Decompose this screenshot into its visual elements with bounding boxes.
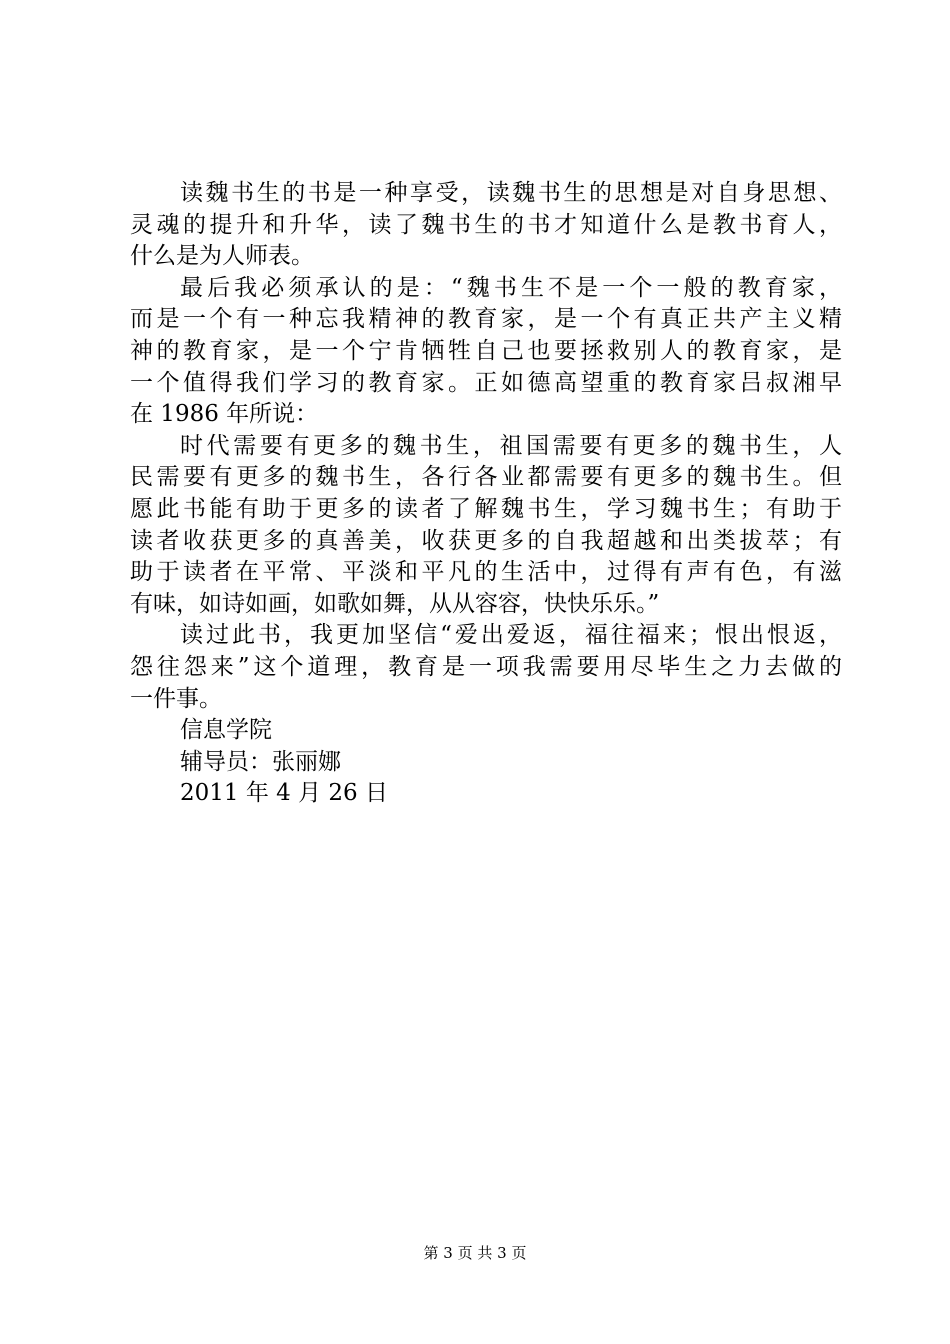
- page-number-footer: 第 3 页 共 3 页: [423, 1244, 527, 1262]
- text-line: 神的教育家，是一个宁肯牺牲自己也要拯救别人的教育家，是: [130, 337, 842, 364]
- text-line: 在 1986 年所说：: [130, 401, 319, 428]
- text-line: 助于读者在平常、平淡和平凡的生活中，过得有声有色，有滋: [130, 559, 842, 586]
- text-line: 时代需要有更多的魏书生，祖国需要有更多的魏书生，人: [180, 432, 842, 459]
- text-line: 有味，如诗如画，如歌如舞，从从容容，快快乐乐。”: [130, 590, 660, 617]
- text-line: 读魏书生的书是一种享受，读魏书生的思想是对自身思想、: [180, 180, 842, 206]
- text-line: 灵魂的提升和升华，读了魏书生的书才知道什么是教书育人，: [130, 211, 842, 238]
- text-line: 什么是为人师表。: [130, 243, 314, 270]
- text-line: 读者收获更多的真善美，收获更多的自我超越和出类拔萃；有: [130, 527, 842, 554]
- text-line: 怨往怨来”这个道理，教育是一项我需要用尽毕生之力去做的: [130, 653, 842, 680]
- text-line: 愿此书能有助于更多的读者了解魏书生，学习魏书生；有助于: [130, 495, 842, 522]
- text-line: 一个值得我们学习的教育家。正如德高望重的教育家吕叔湘早: [130, 369, 842, 396]
- signature-date: 2011 年 4 月 26 日: [180, 780, 388, 807]
- signature-department: 信息学院: [180, 717, 272, 744]
- text-line: 读过此书，我更加坚信“爱出爱返，福往福来；恨出恨返，: [180, 622, 842, 649]
- text-line: 民需要有更多的魏书生，各行各业都需要有更多的魏书生。但: [130, 464, 842, 491]
- document-body: [130, 178, 842, 810]
- text-line: 最后我必须承认的是：“魏书生不是一个一般的教育家，: [180, 274, 842, 301]
- text-line: 而是一个有一种忘我精神的教育家，是一个有真正共产主义精: [130, 306, 842, 333]
- signature-author: 辅导员：张丽娜: [180, 748, 341, 775]
- text-line: 一件事。: [130, 685, 222, 712]
